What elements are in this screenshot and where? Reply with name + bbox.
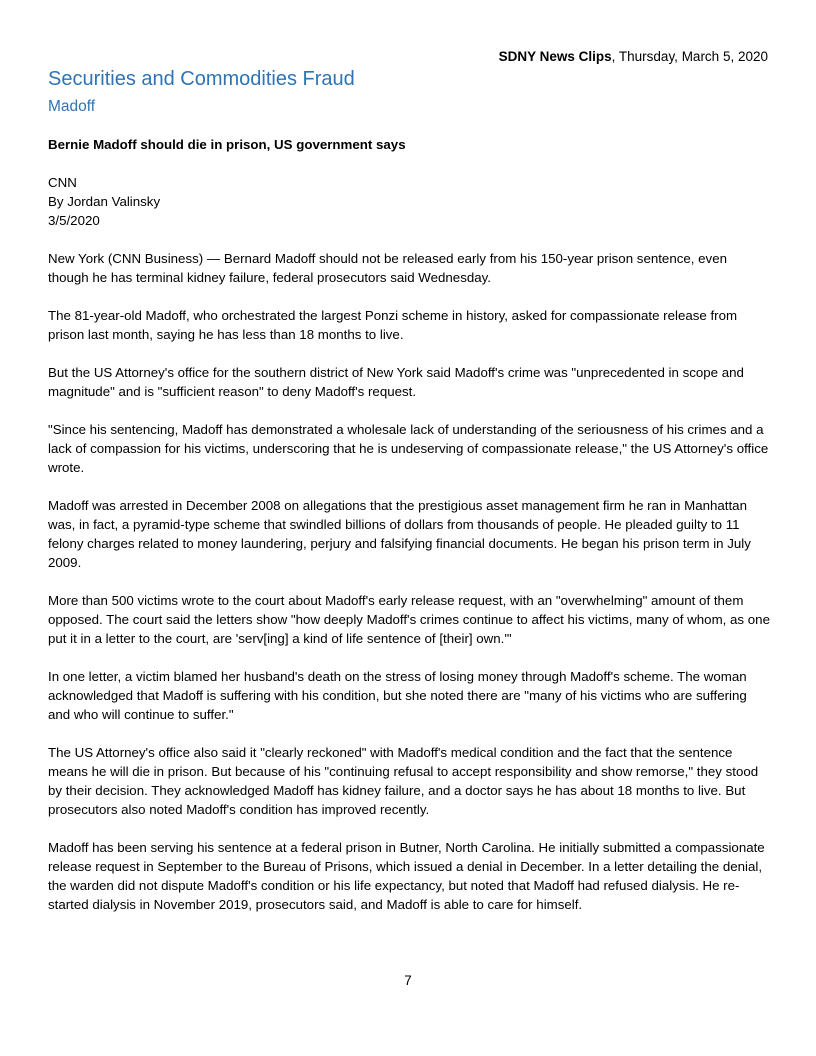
publication-name: SDNY News Clips xyxy=(498,49,612,64)
article-byline: By Jordan Valinsky xyxy=(48,194,161,209)
article-paragraph: More than 500 victims wrote to the court about Madoff's early release request, with an "overwhelming" amount of them opposed. The court said the letters show "how deeply Madoff's crimes continue to affect his victims, many of whom, as one put it in a letter to the court, are 'serv[ing] a kind of life sentence of [their] own.'" xyxy=(48,593,770,646)
article-paragraph: Madoff has been serving his sentence at a federal prison in Butner, North Carolina. He initially submitted a compassionate release request in September to the Bureau of Prisons, which issued a denial in December. In a letter detailing the denial, the warden did not dispute Madoff's condition or his life expectancy, but noted that Madoff had refused dialysis. He re-started dialysis in November 2019, prosecutors said, and Madoff is able to care for himself. xyxy=(48,840,765,912)
section-title: Securities and Commodities Fraud xyxy=(48,68,355,90)
article-paragraph: In one letter, a victim blamed her husband's death on the stress of losing money through Madoff's scheme. The woman acknowledged that Madoff is suffering with his condition, but she noted there are "many of his victims who are suffering and who will continue to suffer." xyxy=(48,669,747,722)
article-date: 3/5/2020 xyxy=(48,213,100,228)
page-header xyxy=(499,48,768,66)
article-headline: Bernie Madoff should die in prison, US government says xyxy=(48,137,406,152)
article-meta xyxy=(48,173,770,230)
article-paragraph: Madoff was arrested in December 2008 on allegations that the prestigious asset management firm he ran in Manhattan was, in fact, a pyramid-type scheme that swindled billions of dollars from thousands of people. He pleaded guilty to 11 felony charges related to money laundering, perjury and falsifying financial documents. He began his prison term in July 2009. xyxy=(48,498,751,570)
article xyxy=(48,135,770,933)
article-paragraph: The US Attorney's office also said it "clearly reckoned" with Madoff's medical condition and the fact that the sentence means he will die in prison. But because of his "continuing refusal to accept responsibility and show remorse," they stood by their decision. They acknowledged Madoff has kidney failure, and a doctor says he has about 18 months to live. But prosecutors also noted Madoff's condition has improved recently. xyxy=(48,745,759,817)
subsection-title: Madoff xyxy=(48,98,96,115)
header-date: , Thursday, March 5, 2020 xyxy=(611,49,768,64)
article-paragraph: But the US Attorney's office for the southern district of New York said Madoff's crime was "unprecedented in scope and magnitude" and is "sufficient reason" to deny Madoff's request. xyxy=(48,365,744,399)
page-number: 7 xyxy=(404,973,412,988)
article-source: CNN xyxy=(48,175,77,190)
article-paragraph: New York (CNN Business) — Bernard Madoff should not be released early from his 150-year prison sentence, even though he has terminal kidney failure, federal prosecutors said Wednesday. xyxy=(48,251,727,285)
article-paragraph: "Since his sentencing, Madoff has demonstrated a wholesale lack of understanding of the seriousness of his crimes and a lack of compassion for his victims, underscoring that he is undeserving of compassionate release," the US Attorney's office wrote. xyxy=(48,422,769,475)
article-paragraph: The 81-year-old Madoff, who orchestrated the largest Ponzi scheme in history, asked for compassionate release from prison last month, saying he has less than 18 months to live. xyxy=(48,308,738,342)
